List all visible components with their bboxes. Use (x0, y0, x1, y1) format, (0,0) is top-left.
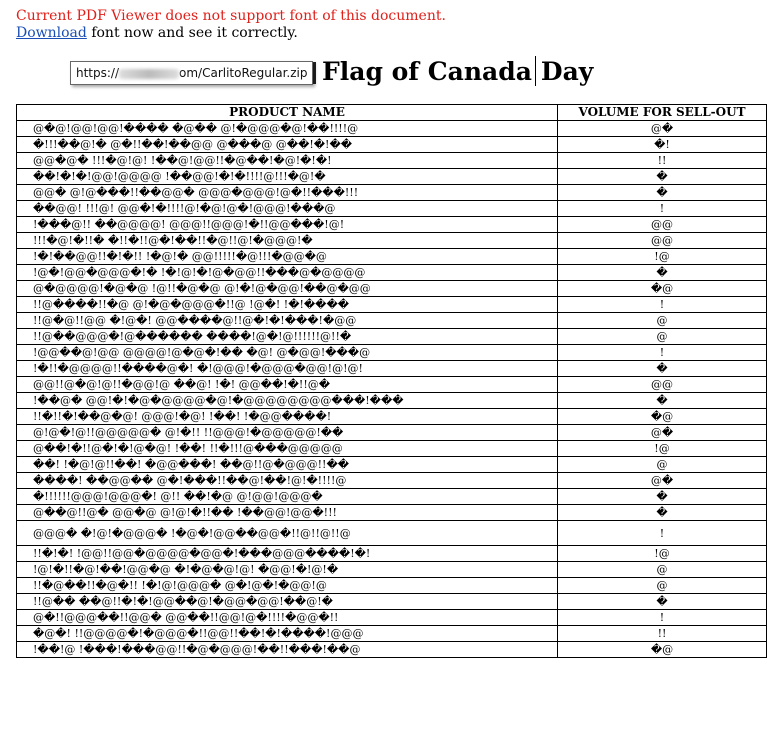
product-name-cell: !�!!�@@@@!!����@�! �!@@@!�@@@�@@!@!@! (17, 361, 558, 377)
table-row (17, 457, 767, 473)
font-notice (16, 8, 446, 42)
volume-cell: ! (558, 521, 767, 546)
volume-cell: � (558, 594, 767, 610)
product-name-cell: !��@� @@!�!�@�@@@@�@!�@@@@@@@@���!��� (17, 393, 558, 409)
product-name-cell: !!@����!!�@ @!�@�@@@�!!@ !@�! !�!���� (17, 297, 558, 313)
tooltip-url-suffix: om/CarlitoRegular.zip (179, 66, 308, 80)
title-text-after-cursor: Day (540, 57, 594, 86)
product-name-cell: !@!�!!�@!��!@@�@ �!�@�@!@! �@@!�!@!� (17, 562, 558, 578)
product-name-cell: @��@!!@� @@�@ @!@!�!!�� !��@@!@@�!!! (17, 505, 558, 521)
volume-cell: ! (558, 297, 767, 313)
volume-cell: @@ (558, 377, 767, 393)
table-row (17, 313, 767, 329)
volume-cell: � (558, 361, 767, 377)
volume-cell: � (558, 265, 767, 281)
column-header-product-name: PRODUCT NAME (17, 105, 558, 121)
product-name-cell: !!!�@!�!!� �!!�!!@�!��!!�@!!@!�@@@!� (17, 233, 558, 249)
tooltip-url-prefix: https:// (76, 66, 120, 80)
table-row (17, 393, 767, 409)
volume-cell: �@ (558, 281, 767, 297)
table-row (17, 345, 767, 361)
volume-cell: @� (558, 473, 767, 489)
product-name-cell: !�!��@@!!�!�!! !�@!� @@!!!!!�@!!!�@@�@ (17, 249, 558, 265)
product-name-cell: ��! !�@!@!!��! �@@���! ��@!!@�@@@!!�� (17, 457, 558, 473)
table-row (17, 642, 767, 658)
product-name-cell: !!@�@!!@@ �!@�! @@����@!!@�!�!���!�@@ (17, 313, 558, 329)
table-row (17, 201, 767, 217)
product-name-cell: !!@�� ��@!!�!�!@@��@!�@@�@@!��@!� (17, 594, 558, 610)
volume-cell: @� (558, 425, 767, 441)
table-row (17, 121, 767, 137)
product-name-cell: !@�!@@�@@@�!� !�!@!�!@�@@!!���@�@@@@ (17, 265, 558, 281)
volume-cell: �@ (558, 409, 767, 425)
product-name-cell: ��@@! !!!@! @@�!�!!!!@!�@!@�!@@@!���@ (17, 201, 558, 217)
table-row (17, 361, 767, 377)
table-row (17, 505, 767, 521)
table-row (17, 169, 767, 185)
product-name-cell: @@@� �!@!�@@@� !�@�!@@��@@�!!@!!@!!@ (17, 521, 558, 546)
volume-cell: !! (558, 626, 767, 642)
product-table (16, 104, 767, 658)
table-row (17, 473, 767, 489)
column-header-volume: VOLUME FOR SELL-OUT (558, 105, 767, 121)
volume-cell: !! (558, 153, 767, 169)
volume-cell: @@ (558, 217, 767, 233)
product-name-cell: ����! ��@@�� @�!���!!��@!��!@!�!!!!@ (17, 473, 558, 489)
product-name-cell: !���@!! ��@@@@! @@@!!@@@!�!!@@���!@! (17, 217, 558, 233)
table-row (17, 441, 767, 457)
font-error-message: Current PDF Viewer does not support font of this document. (16, 8, 446, 24)
table-row (17, 233, 767, 249)
table-row (17, 546, 767, 562)
volume-cell: !@ (558, 546, 767, 562)
product-name-cell: @�!!@@@��!!@@� @@��!!@@!@�!!!!�@@�!! (17, 610, 558, 626)
document-title (322, 56, 593, 86)
volume-cell: !@ (558, 441, 767, 457)
table-row (17, 217, 767, 233)
text-cursor (535, 56, 536, 86)
table-row (17, 610, 767, 626)
table-row (17, 521, 767, 546)
redacted-domain (119, 69, 179, 79)
volume-cell: ! (558, 345, 767, 361)
product-name-cell: !!�!!�!��@�@! @@@!�@! !��! !�@@����! (17, 409, 558, 425)
product-name-cell: @��!�!!@�!�!@�@! !��! !!�!!!@���@@@@@ (17, 441, 558, 457)
volume-cell: � (558, 185, 767, 201)
table-row (17, 185, 767, 201)
table-row (17, 137, 767, 153)
product-name-cell: �!!!!!!@@@!@@@�! @!! ��!�@ @!@@!@@@� (17, 489, 558, 505)
volume-cell: @ (558, 457, 767, 473)
product-name-cell: �!!!��@!� @�!!��!��@@ @���@ @��!�!�� (17, 137, 558, 153)
volume-cell: � (558, 393, 767, 409)
product-name-cell: @@�@� !!!�@!@! !��@!@@!!�@��!�@!�!�! (17, 153, 558, 169)
table-row (17, 153, 767, 169)
download-line (16, 25, 446, 42)
table-row (17, 265, 767, 281)
product-name-cell: @�@!@@!@@!���� �@�� @!�@@@�@!��!!!!@ (17, 121, 558, 137)
table-row (17, 594, 767, 610)
table-row (17, 425, 767, 441)
table-row (17, 578, 767, 594)
volume-cell: @@ (558, 233, 767, 249)
table-row (17, 249, 767, 265)
table-header-row (17, 105, 767, 121)
table-row (17, 489, 767, 505)
volume-cell: @ (558, 562, 767, 578)
table-row (17, 626, 767, 642)
volume-cell: @ (558, 578, 767, 594)
product-name-cell: @@� @!@���!!��@@� @@@�@@@!@�!!���!!! (17, 185, 558, 201)
volume-cell: � (558, 489, 767, 505)
product-name-cell: !!�@��!!�@�!! !�!@!@@@� @�!@�!�@@!@ (17, 578, 558, 594)
product-name-cell: !!�!�! !@@!!@@�@@@@�@@�!���@@@����!�! (17, 546, 558, 562)
volume-cell: �! (558, 137, 767, 153)
product-name-cell: !!@��@@@�!@������ ����!@�!@!!!!!!@!!� (17, 329, 558, 345)
volume-cell: @ (558, 329, 767, 345)
volume-cell: ! (558, 610, 767, 626)
table-row (17, 329, 767, 345)
link-url-tooltip (70, 61, 313, 85)
product-name-cell: !@@��@!@@ @@@@!@�@�!�� �@! @�@@!���@ (17, 345, 558, 361)
volume-cell: @� (558, 121, 767, 137)
table-row (17, 377, 767, 393)
product-name-cell: @�@@@@!�@�@ !@!!�@�@ @!�!@�@@!��@�@@ (17, 281, 558, 297)
volume-cell: ! (558, 201, 767, 217)
table-row (17, 409, 767, 425)
product-name-cell: @!@�!@!!@@@@@� @!�!! !!@@@!�@@@@@!�� (17, 425, 558, 441)
product-name-cell: @@!!@�@!@!!�@@!@ ��@! !�! @@��!�!!@� (17, 377, 558, 393)
product-name-cell: �@�! !!@@@@�!�@@@�!!@@!!��!�!����!@@@ (17, 626, 558, 642)
volume-cell: �@ (558, 642, 767, 658)
product-name-cell: !��!@ !���!���@@!!�@�@@@!��!!���!��@ (17, 642, 558, 658)
download-rest-text: font now and see it correctly. (86, 25, 298, 41)
volume-cell: @ (558, 313, 767, 329)
table-row (17, 297, 767, 313)
volume-cell: � (558, 505, 767, 521)
volume-cell: !@ (558, 249, 767, 265)
table-row (17, 281, 767, 297)
title-text-before-cursor: Flag of Canada (322, 57, 532, 86)
product-name-cell: ��!�!�!@@!@@@@ !��@@!�!�!!!!@!!!�@!� (17, 169, 558, 185)
volume-cell: � (558, 169, 767, 185)
download-link[interactable]: Download (16, 25, 87, 41)
table-row (17, 562, 767, 578)
